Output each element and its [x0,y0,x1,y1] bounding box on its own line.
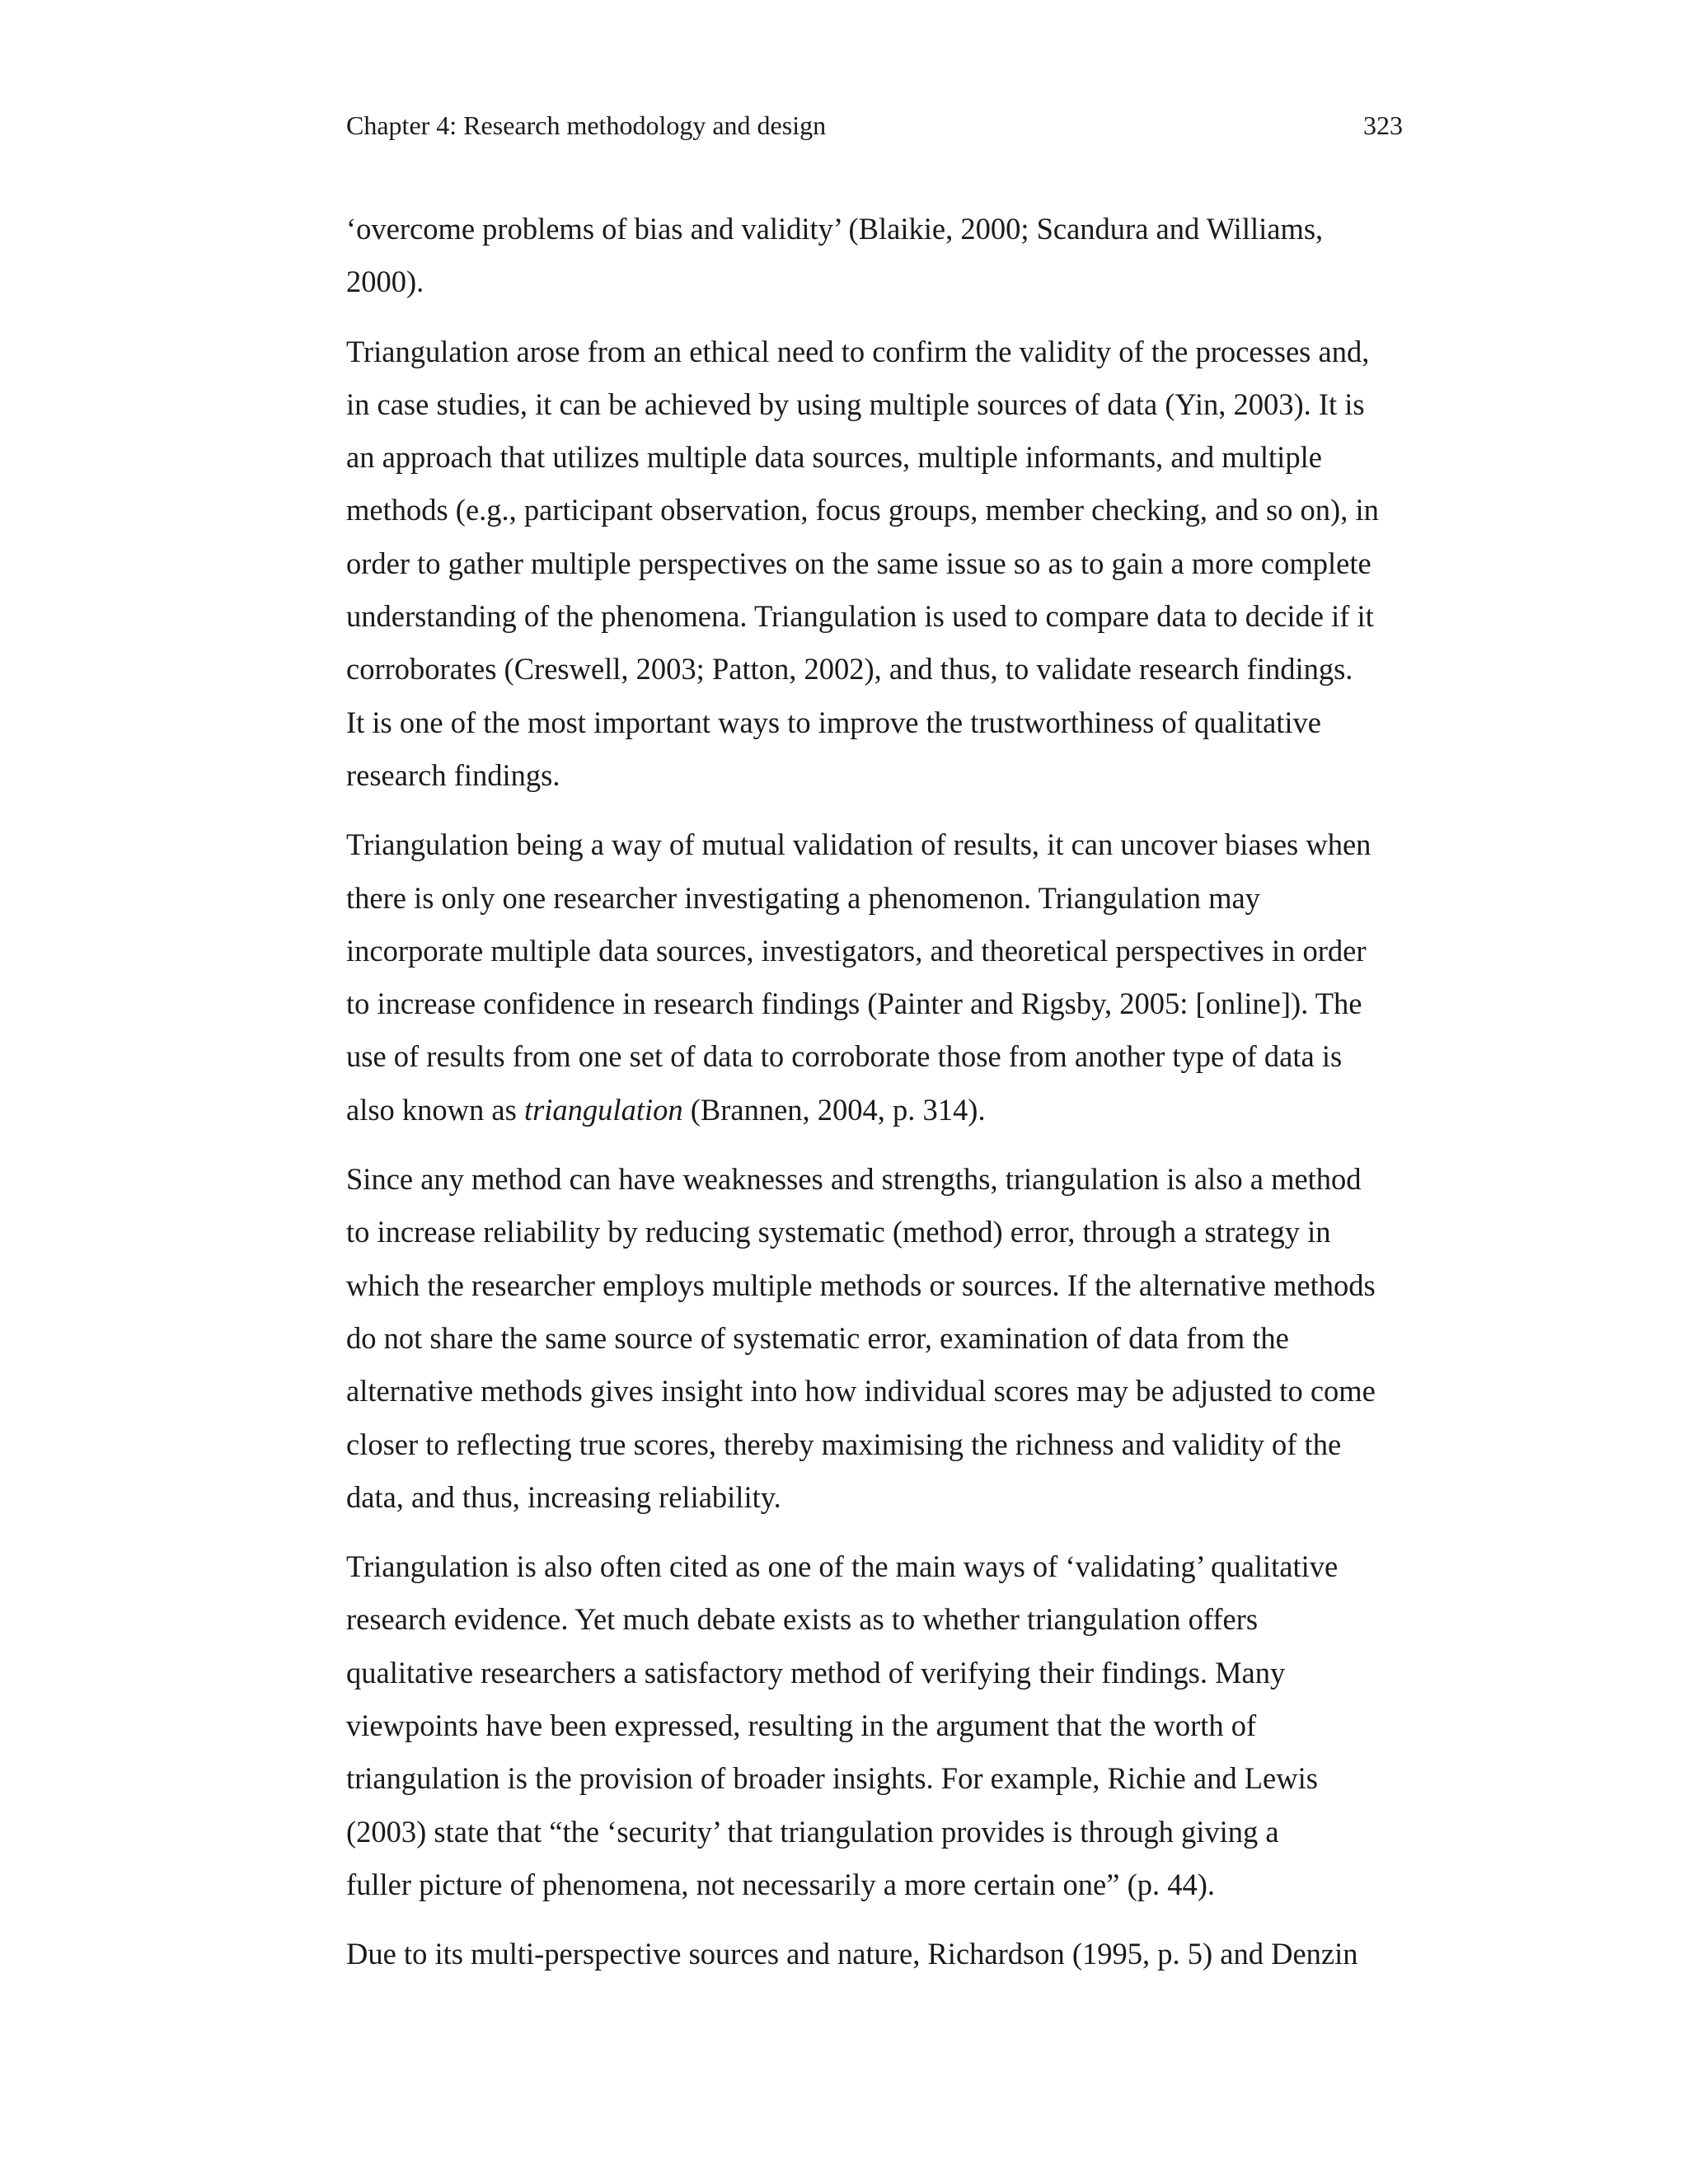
text-line: research evidence. Yet much debate exists as to whether triangulation offers [346,1602,1259,1637]
text-line: which the researcher employs multiple methods or sources. If the alternative methods [346,1268,1376,1302]
text-line: Triangulation arose from an ethical need to confirm the validity of the processes and, [346,334,1370,368]
text-line: incorporate multiple data sources, investigators, and theoretical perspectives in order [346,933,1367,968]
text-line: to increase reliability by reducing systematic (method) error, through a strategy in [346,1215,1331,1249]
text-line: qualitative researchers a satisfactory method of verifying their findings. Many [346,1655,1286,1690]
chapter-title: Chapter 4: Research methodology and design [346,110,827,140]
body-text [346,203,1409,1998]
text-line: to increase confidence in research findings (Painter and Rigsby, 2005: [online]). The [346,987,1362,1021]
text-line: viewpoints have been expressed, resulting in the argument that the worth of [346,1708,1257,1743]
text-line: in case studies, it can be achieved by using multiple sources of data (Yin, 2003). It is [346,387,1365,421]
text-line: closer to reflecting true scores, thereby maximising the richness and validity of the [346,1427,1342,1461]
text-run: also known as [346,1092,524,1127]
text-line: fuller picture of phenomena, not necessarily a more certain one” (p. 44). [346,1867,1216,1901]
text-line: corroborates (Creswell, 2003; Patton, 2002), and thus, to validate research findings. [346,652,1353,687]
text-line: (2003) state that “the ‘security’ that triangulation provides is through giving a [346,1814,1279,1849]
text-line: methods (e.g., participant observation, focus groups, member checking, and so on), in [346,493,1379,527]
text-line: 2000). [346,265,424,299]
paragraph-3 [346,818,1409,1137]
text-line: It is one of the most important ways to improve the trustworthiness of qualitative [346,705,1322,739]
paragraph-1 [346,203,1409,309]
text-run: (Brannen, 2004, p. 314). [682,1092,986,1127]
text-line: do not share the same source of systematic error, examination of data from the [346,1320,1289,1355]
text-line: research findings. [346,757,560,792]
text-line: use of results from one set of data to corroborate those from another type of data is [346,1039,1343,1074]
text-line: an approach that utilizes multiple data sources, multiple informants, and multiple [346,440,1322,475]
text-line: Triangulation is also often cited as one of the main ways of ‘validating’ qualitative [346,1549,1339,1584]
text-line: ‘overcome problems of bias and validity’ (Blaikie, 2000; Scandura and Williams, [346,212,1324,246]
text-line [346,1084,1409,1137]
paragraph-6 [346,1928,1409,1980]
text-line: Since any method can have weaknesses and strengths, triangulation is also a method [346,1162,1362,1197]
running-header [346,109,1403,142]
text-line: understanding of the phenomena. Triangulation is used to compare data to decide if it [346,599,1374,634]
text-line: alternative methods gives insight into how individual scores may be adjusted to come [346,1374,1376,1408]
text-line: data, and thus, increasing reliability. [346,1479,781,1514]
page-number: 323 [1363,110,1403,140]
text-line: triangulation is the provision of broader insights. For example, Richie and Lewis [346,1761,1318,1796]
text-line: Due to its multi-perspective sources and nature, Richardson (1995, p. 5) and Denzin [346,1937,1358,1971]
text-line: order to gather multiple perspectives on the same issue so as to gain a more complete [346,546,1372,580]
emphasized-term: triangulation [523,1092,683,1127]
paragraph-2 [346,326,1409,803]
text-line: there is only one researcher investigating a phenomenon. Triangulation may [346,880,1260,915]
paragraph-5 [346,1540,1409,1911]
text-line: Triangulation being a way of mutual validation of results, it can uncover biases when [346,827,1372,862]
paragraph-4 [346,1153,1409,1524]
